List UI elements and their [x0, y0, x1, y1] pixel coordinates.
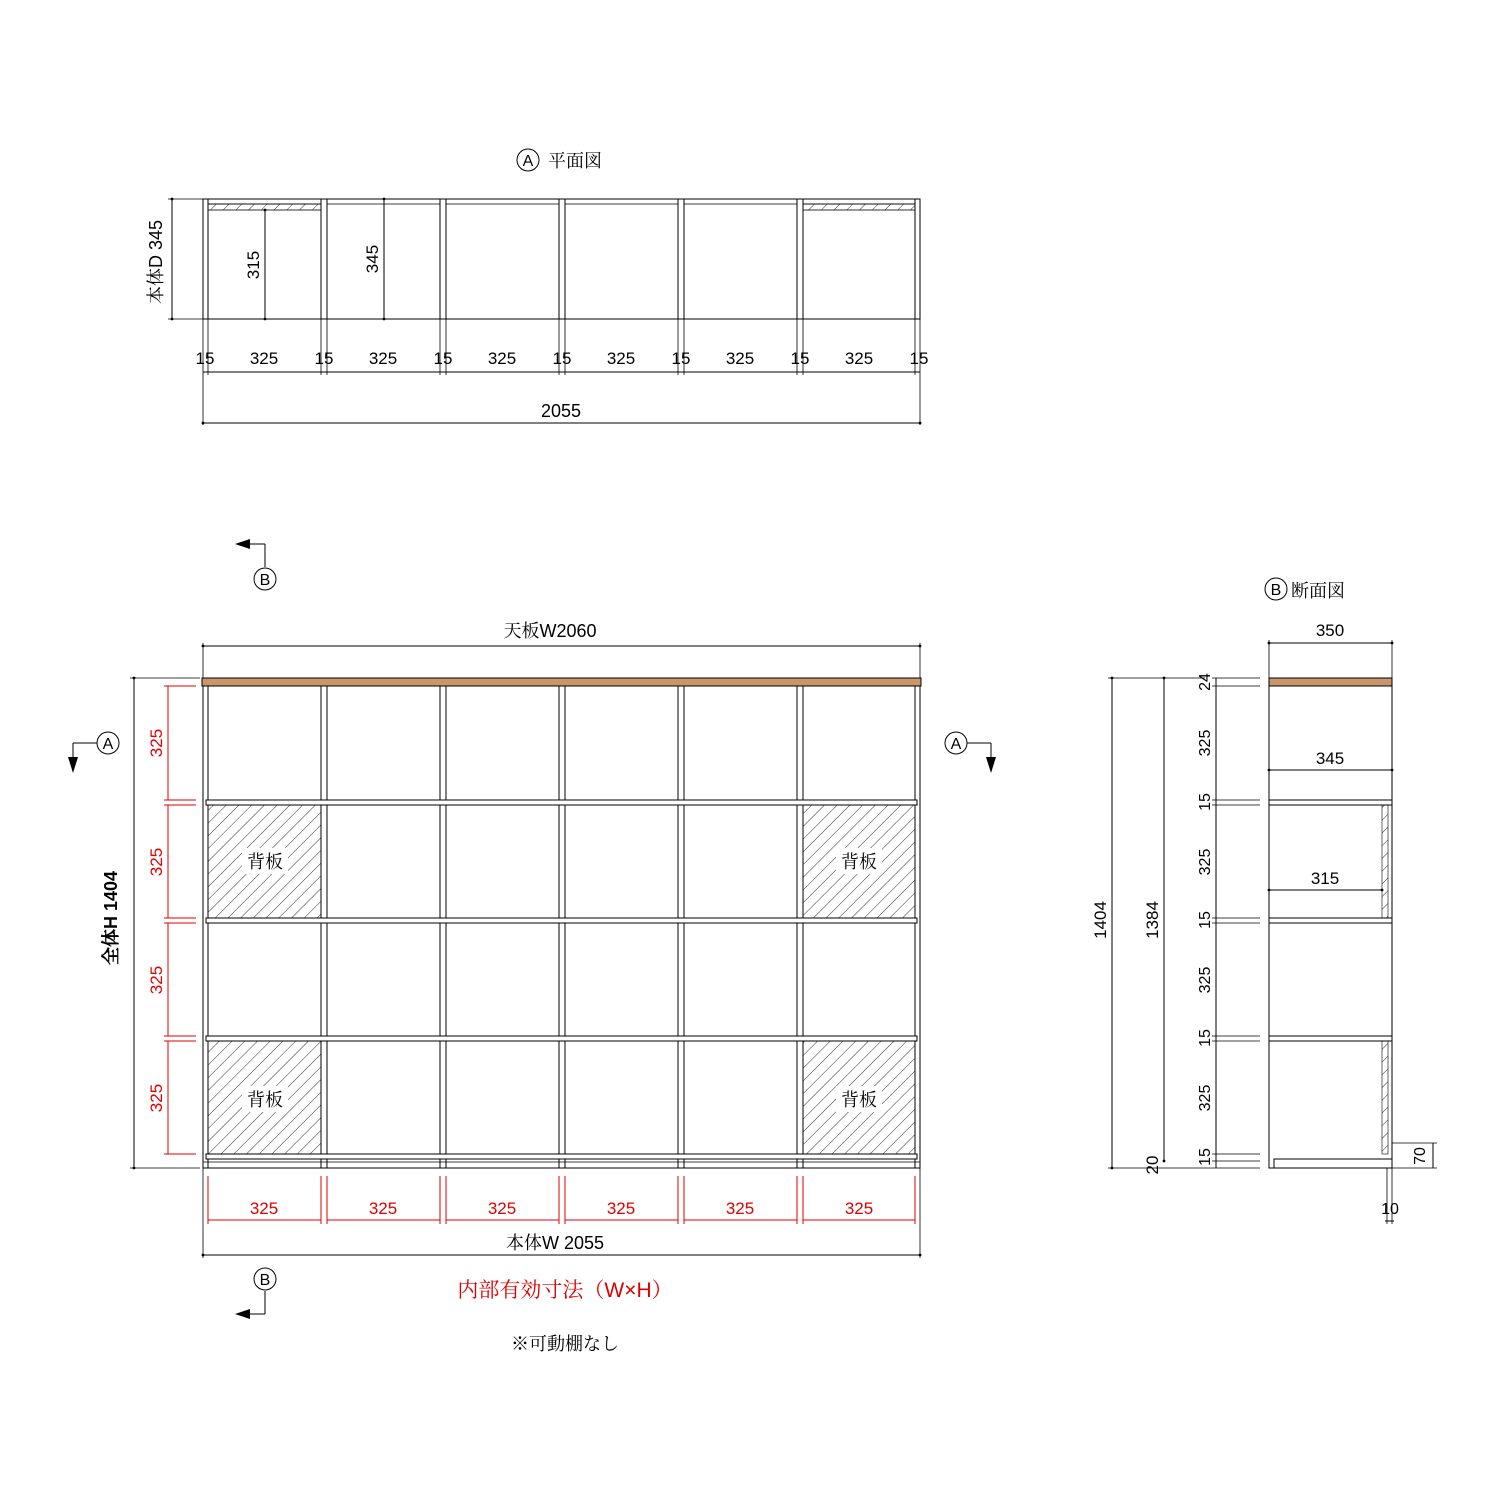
- section-marker-letter: B: [1270, 582, 1282, 599]
- plan-dim-5: 325: [487, 349, 517, 368]
- plan-overall-width: 2055: [540, 401, 582, 421]
- movable-shelf-note: ※可動棚なし: [511, 1334, 619, 1354]
- section-back-panel-lower: [1382, 1041, 1388, 1154]
- plan-inner-depth: 315: [244, 250, 263, 280]
- plan-depth-label: 本体D 345: [146, 219, 166, 305]
- top-board: [202, 678, 921, 686]
- stack-dim-6: 15: [1197, 1029, 1214, 1047]
- svg-text:A: A: [950, 736, 962, 753]
- section-shelf-depth: 345: [1315, 749, 1345, 768]
- stack-dim-8: 15: [1197, 1148, 1214, 1166]
- plan-dim-2: 15: [314, 349, 334, 368]
- stack-dim-0: 24: [1197, 673, 1214, 691]
- stack-dim-4: 15: [1197, 911, 1214, 929]
- plan-dim-12: 15: [909, 349, 929, 368]
- plan-title: 平面図: [548, 151, 602, 171]
- col-width-3: 325: [487, 1199, 517, 1218]
- plan-view: [146, 149, 928, 425]
- plan-dim-7: 325: [606, 349, 636, 368]
- section-view: [1091, 578, 1437, 1224]
- plan-dim-11: 325: [844, 349, 874, 368]
- plan-back-panel-right: [803, 204, 915, 210]
- section-depth-top: 350: [1315, 621, 1345, 640]
- top-board-label: 天板W2060: [503, 621, 597, 641]
- row-height-4: 325: [147, 1083, 166, 1113]
- stack-dim-2: 15: [1197, 793, 1214, 811]
- plan-dim-10: 15: [790, 349, 810, 368]
- plan-dim-0: 15: [195, 349, 215, 368]
- section-marker-b-top: [235, 539, 276, 590]
- section-title: 断面図: [1291, 581, 1345, 601]
- svg-text:B: B: [259, 572, 271, 589]
- col-width-6: 325: [844, 1199, 874, 1218]
- row-height-1: 325: [147, 728, 166, 758]
- section-back-panel-upper: [1382, 805, 1388, 918]
- plan-dim-6: 15: [552, 349, 572, 368]
- body-width-label: 本体W 2055: [505, 1233, 605, 1253]
- stack-dim-1: 325: [1197, 729, 1214, 757]
- plan-back-panel-left: [208, 204, 321, 210]
- section-back-depth: 315: [1310, 869, 1340, 888]
- col-width-1: 325: [249, 1199, 279, 1218]
- back-panel-label-1: 背板: [247, 852, 283, 872]
- plinth-height: 70: [1412, 1147, 1429, 1165]
- col-width-2: 325: [368, 1199, 398, 1218]
- back-panel-label-2: 背板: [841, 852, 877, 872]
- section-overall-height: 1404: [1091, 901, 1110, 939]
- section-stack-dims: [1197, 673, 1260, 1168]
- plan-dim-4: 15: [433, 349, 453, 368]
- inner-row-heights: [147, 686, 196, 1154]
- stack-dim-5: 325: [1197, 966, 1214, 994]
- stack-dim-3: 325: [1197, 848, 1214, 876]
- section-top-board: [1269, 678, 1392, 686]
- section-marker-a-left: [68, 732, 119, 773]
- plan-marker-letter: A: [522, 153, 534, 170]
- row-height-3: 325: [147, 965, 166, 995]
- svg-text:B: B: [259, 1272, 271, 1289]
- section-marker-a-right: [945, 732, 996, 773]
- plinth-inset: 10: [1381, 1201, 1399, 1218]
- plan-dim-1: 325: [249, 349, 279, 368]
- section-marker-b-bottom: [235, 1268, 276, 1319]
- col-width-4: 325: [606, 1199, 636, 1218]
- inner-column-widths: [208, 1176, 915, 1224]
- col-width-5: 325: [725, 1199, 755, 1218]
- plan-dim-9: 325: [725, 349, 755, 368]
- section-base-height: 20: [1143, 1155, 1162, 1175]
- stack-dim-7: 325: [1197, 1084, 1214, 1112]
- section-body-height: 1384: [1143, 901, 1162, 939]
- back-panel-label-3: 背板: [247, 1090, 283, 1110]
- overall-height-label: 全体H 1404: [101, 870, 121, 966]
- back-panel-label-4: 背板: [841, 1090, 877, 1110]
- plan-outer-depth: 345: [363, 244, 382, 274]
- plan-dim-3: 325: [368, 349, 398, 368]
- inner-dims-title: 内部有効寸法（W×H）: [457, 1279, 673, 1302]
- elevation-view: [68, 539, 996, 1354]
- row-height-2: 325: [147, 847, 166, 877]
- svg-text:A: A: [102, 736, 114, 753]
- plan-dim-8: 15: [671, 349, 691, 368]
